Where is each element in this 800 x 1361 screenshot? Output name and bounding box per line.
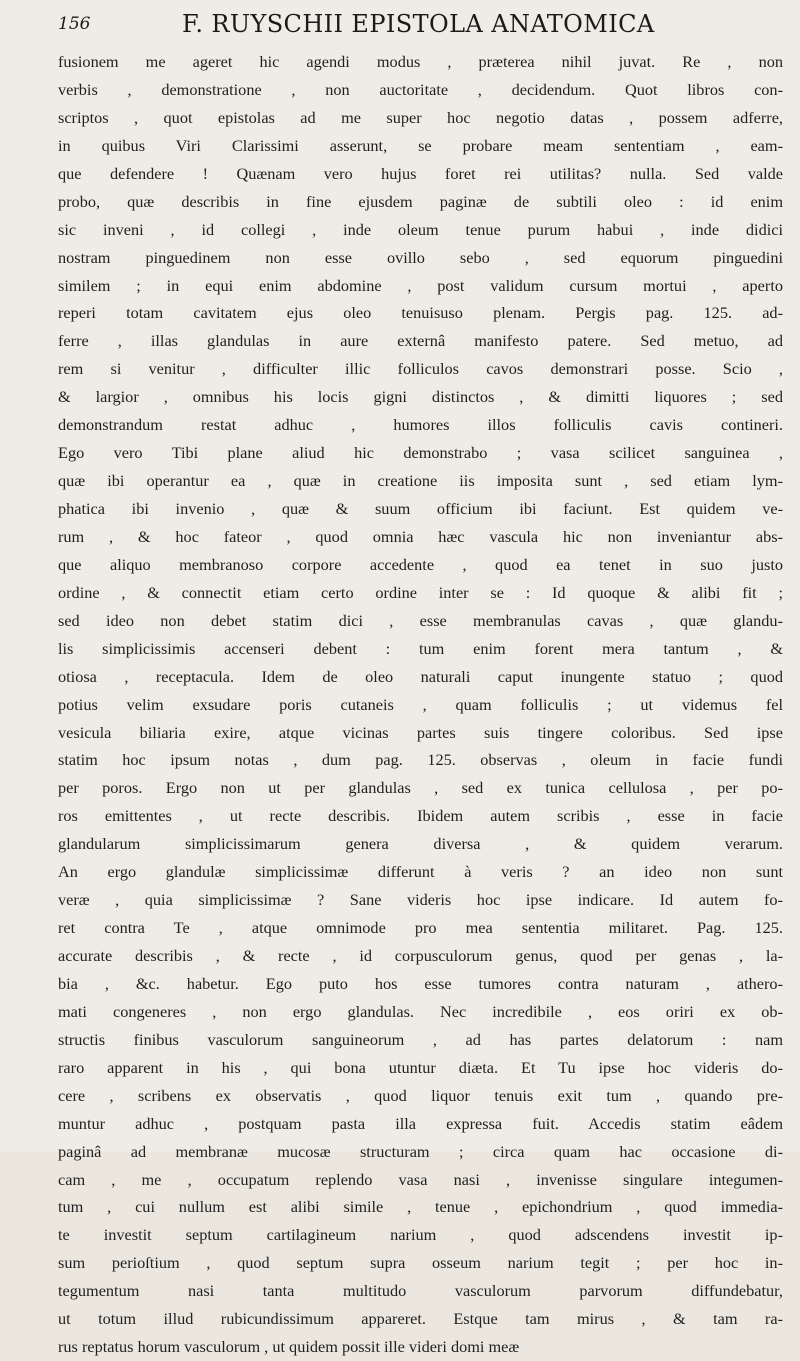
text-line: demonstrandum restat adhuc , humores illos folliculis cavis contineri. <box>58 415 783 435</box>
text-line: & largior , omnibus his locis gigni distinctos , & dimitti liquores ; sed <box>58 387 783 407</box>
text-line: reperi totam cavitatem ejus oleo tenuisuso plenam. Pergis pag. 125. ad- <box>58 303 783 323</box>
text-line: Ego vero Tibi plane aliud hic demonstrabo ; vasa scilicet sanguinea , <box>58 443 783 463</box>
text-line: que defendere ! Quænam vero hujus foret rei utilitas? nulla. Sed valde <box>58 163 783 183</box>
text-line: verbis , demonstratione , non auctoritate , decidendum. Quot libros con- <box>58 79 783 99</box>
text-line: rum , & hoc fateor , quod omnia hæc vascula hic non inveniantur abs- <box>58 526 783 546</box>
text-line: rus reptatus horum vasculorum , ut quidem possit ille videri domi meæ <box>58 1337 520 1357</box>
body-text <box>58 48 783 1361</box>
text-line: ret contra Te , atque omnimode pro mea sententia militaret. Pag. 125. <box>58 918 783 938</box>
text-line: in quibus Viri Clarissimi asserunt, se probare meam sententiam , eam- <box>58 135 783 155</box>
text-line: quæ ibi operantur ea , quæ in creatione iis imposita sunt , sed etiam lym- <box>58 471 783 491</box>
page-header <box>58 10 783 40</box>
text-line: nostram pinguedinem non esse ovillo sebo , sed equorum pinguedini <box>58 247 783 267</box>
running-title: F. RUYSCHII EPISTOLA ANATOMICA <box>182 10 655 38</box>
text-line: ros emittentes , ut recte describis. Ibidem autem scribis , esse in facie <box>58 806 783 826</box>
text-line: veræ , quia simplicissimæ ? Sane videris hoc ipse indicare. Id autem fo- <box>58 890 783 910</box>
text-line: te investit septum cartilagineum narium , quod adscendens investit ip- <box>58 1225 783 1245</box>
text-line: paginâ ad membranæ mucosæ structuram ; circa quam hac occasione di- <box>58 1141 783 1161</box>
text-line: raro apparent in his , qui bona utuntur diæta. Et Tu ipse hoc videris do- <box>58 1057 783 1077</box>
text-line: scriptos , quot epistolas ad me super hoc negotio datas , possem adferre, <box>58 107 783 127</box>
text-line: vesicula biliaria exire, atque vicinas partes suis tingere coloribus. Sed ipse <box>58 722 783 742</box>
page-number: 156 <box>58 14 91 34</box>
text-line: sic inveni , id collegi , inde oleum tenue purum habui , inde didici <box>58 219 783 239</box>
text-line: An ergo glandulæ simplicissimæ differunt à veris ? an ideo non sunt <box>58 862 783 882</box>
text-line: que aliquo membranoso corpore accedente , quod ea tenet in suo justo <box>58 554 783 574</box>
text-line: bia , &c. habetur. Ego puto hos esse tumores contra naturam , athero- <box>58 973 783 993</box>
text-line: per poros. Ergo non ut per glandulas , sed ex tunica cellulosa , per po- <box>58 778 783 798</box>
text-line: fusionem me ageret hic agendi modus , præterea nihil juvat. Re , non <box>58 52 783 71</box>
text-line: rem si venitur , difficulter illic folliculos cavos demonstrari posse. Scio , <box>58 359 783 379</box>
text-line: mati congeneres , non ergo glandulas. Nec incredibile , eos oriri ex ob- <box>58 1001 783 1021</box>
text-line: accurate describis , & recte , id corpusculorum genus, quod per genas , la- <box>58 946 783 965</box>
text-line: cere , scribens ex observatis , quod liquor tenuis exit tum , quando pre- <box>58 1085 783 1105</box>
text-line: tum , cui nullum est alibi simile , tenue , epichondrium , quod immedia- <box>58 1197 783 1217</box>
text-line: structis finibus vasculorum sanguineorum , ad has partes delatorum : nam <box>58 1029 783 1049</box>
text-line: muntur adhuc , postquam pasta illa expressa fuit. Accedis statim eâdem <box>58 1113 783 1133</box>
text-line: tegumentum nasi tanta multitudo vasculorum parvorum diffundebatur, <box>58 1281 783 1301</box>
text-line: ferre , illas glandulas in aure externâ manifesto patere. Sed metuo, ad <box>58 331 783 351</box>
text-line: cam , me , occupatum replendo vasa nasi , invenisse singulare integumen- <box>58 1169 783 1189</box>
text-line: lis simplicissimis accenseri debent : tum enim forent mera tantum , & <box>58 638 783 658</box>
text-line: statim hoc ipsum notas , dum pag. 125. observas , oleum in facie fundi <box>58 750 783 770</box>
text-line: similem ; in equi enim abdomine , post validum cursum mortui , aperto <box>58 275 783 295</box>
text-line: sed ideo non debet statim dici , esse membranulas cavas , quæ glandu- <box>58 610 783 630</box>
text-line: probo, quæ describis in fine ejusdem paginæ de subtili oleo : id enim <box>58 191 783 211</box>
text-line: glandularum simplicissimarum genera diversa , & quidem verarum. <box>58 834 783 854</box>
text-line: ordine , & connectit etiam certo ordine inter se : Id quoque & alibi fit ; <box>58 582 783 602</box>
text-line: phatica ibi invenio , quæ & suum officium ibi faciunt. Est quidem ve- <box>58 499 783 518</box>
text-line: ut totum illud rubicundissimum appareret. Estque tam mirus , & tam ra- <box>58 1309 783 1329</box>
text-line: sum perioſtium , quod septum supra osseum narium tegit ; per hoc in- <box>58 1253 783 1273</box>
text-line: potius velim exsudare poris cutaneis , quam folliculis ; ut videmus fel <box>58 694 783 714</box>
text-line: otiosa , receptacula. Idem de oleo naturali caput inungente statuo ; quod <box>58 666 783 686</box>
